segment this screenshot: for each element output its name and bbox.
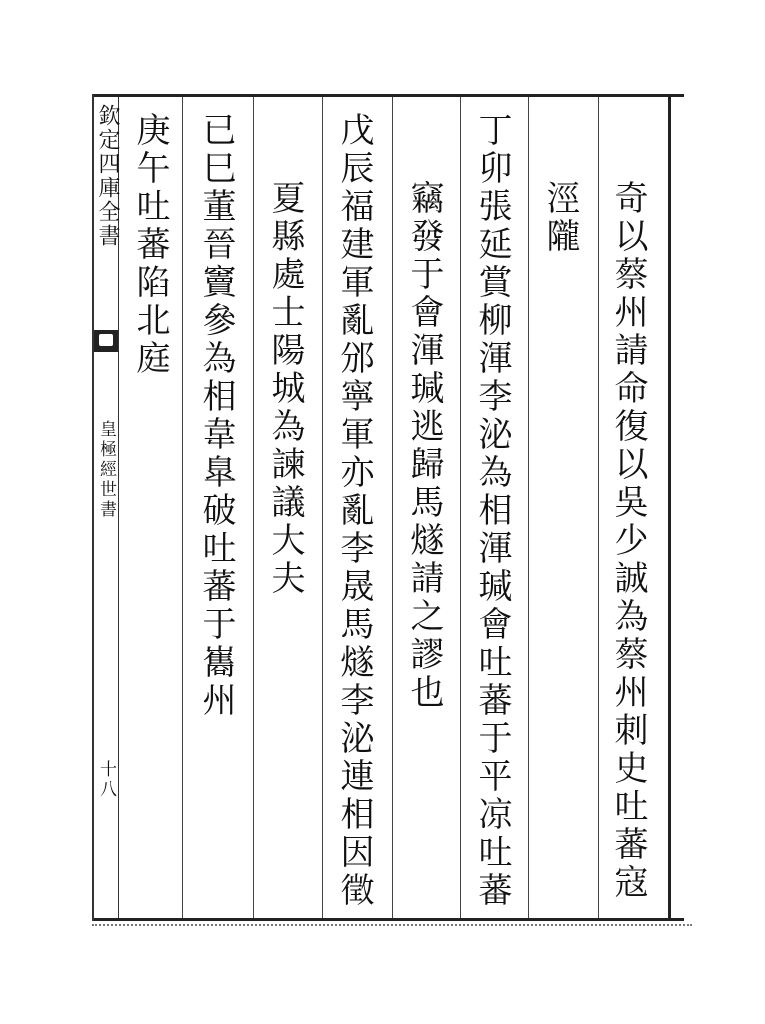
text-column-3: 丁卯張延賞柳渾李泌為相渾瑊會吐蕃于平凉吐蕃	[472, 112, 512, 910]
column-rule	[392, 97, 393, 918]
text-column-2: 涇隴	[540, 180, 580, 256]
text-column-4: 竊發于會渾瑊逃歸馬燧請之謬也	[404, 180, 444, 712]
fishtail-mark-inner	[99, 334, 113, 346]
column-rule	[322, 97, 323, 918]
frame-right-border	[668, 94, 671, 921]
page-number: 十八	[96, 760, 116, 800]
column-rule	[598, 97, 599, 918]
text-column-5: 戊辰福建軍亂邠寧軍亦亂李晟馬燧李泌連相因徵	[334, 112, 374, 910]
column-rule	[528, 97, 529, 918]
column-rule	[182, 97, 183, 918]
text-column-1: 奇以蔡州請命復以吳少誠為蔡州刺史吐蕃寇	[608, 180, 648, 902]
frame-top-border	[92, 94, 684, 97]
text-column-6: 夏縣處士陽城為諫議大夫	[265, 180, 305, 598]
text-column-8: 庚午吐蕃陷北庭	[130, 112, 170, 378]
book-title: 欽定四庫全書	[95, 104, 120, 248]
frame-bottom-border	[92, 918, 684, 921]
column-rule	[253, 97, 254, 918]
work-title: 皇極經世書	[96, 420, 116, 520]
frame-bottom-dotted-edge	[92, 924, 692, 927]
text-column-7: 已巳董晉竇參為相韋臯破吐蕃于巂州	[196, 112, 236, 720]
column-rule	[460, 97, 461, 918]
